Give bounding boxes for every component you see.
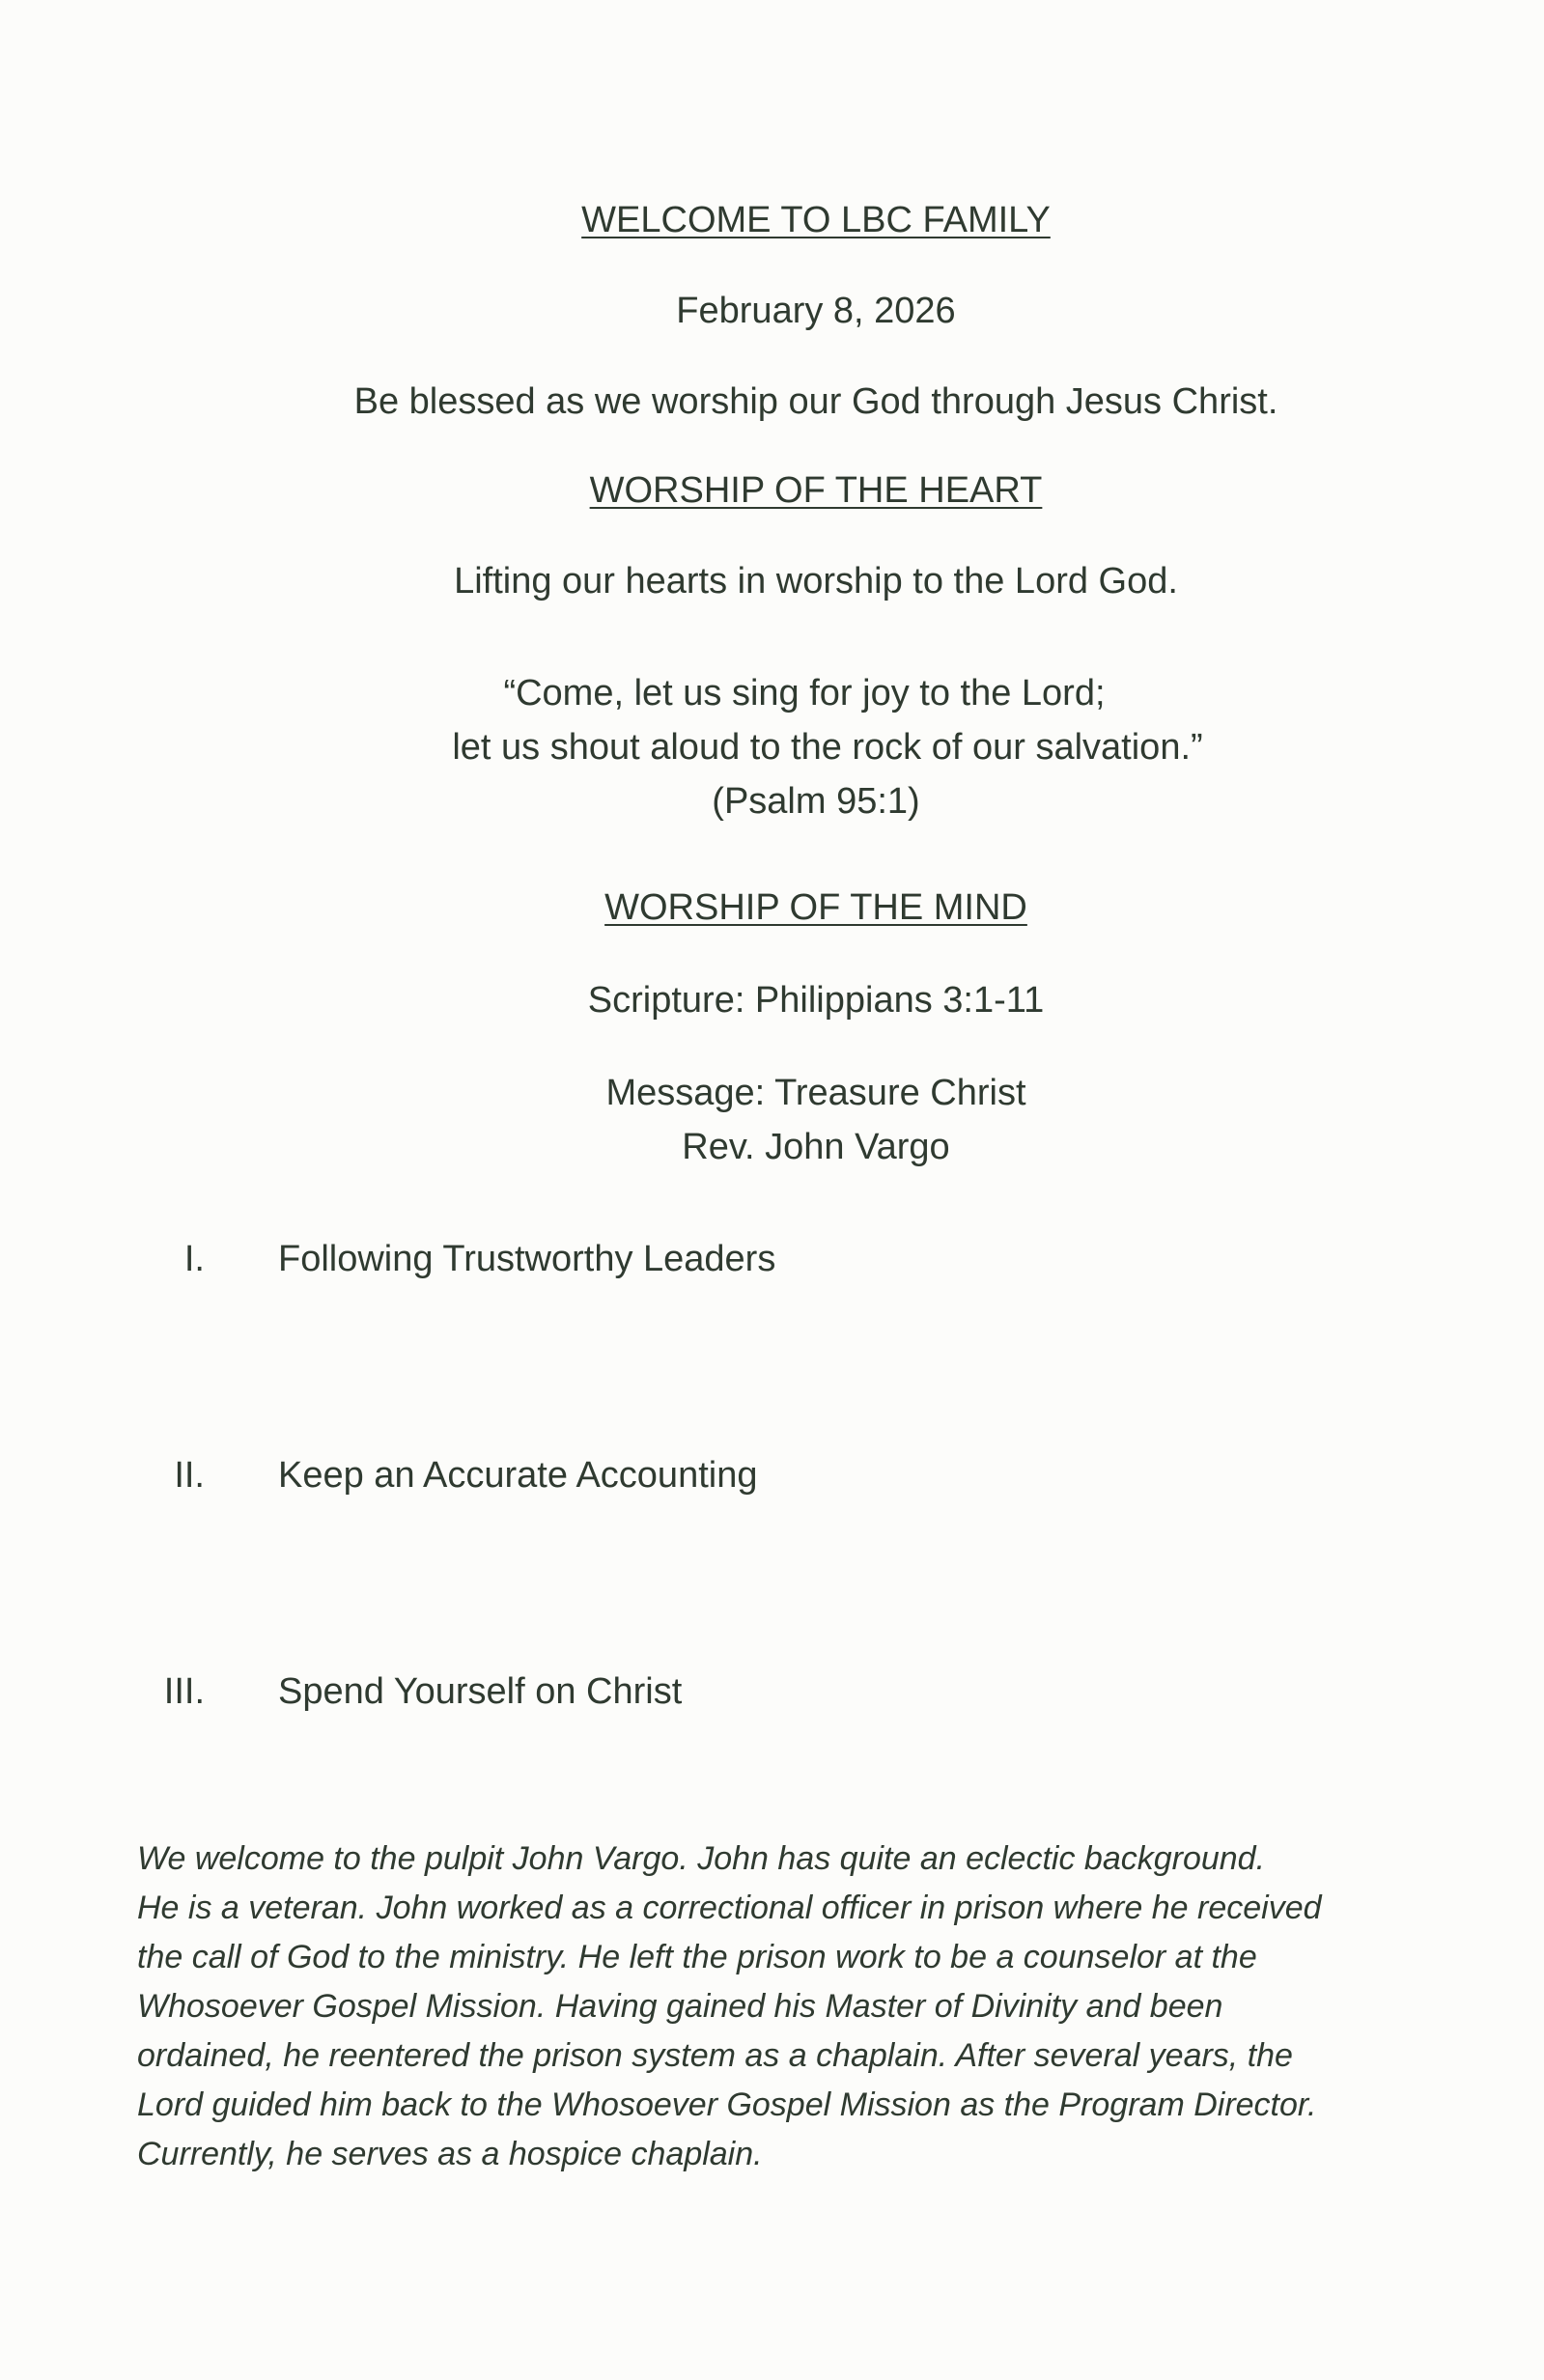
bio-line: He is a veteran. John worked as a correctional officer in prison where he received [137,1890,1322,1926]
bio-line: We welcome to the pulpit John Vargo. John has quite an eclectic background. [137,1840,1266,1877]
psalm-reference: (Psalm 95:1) [712,781,920,822]
service-date: February 8, 2026 [676,291,956,331]
worship-heart-title: WORSHIP OF THE HEART [589,470,1043,511]
bio-line: ordained, he reentered the prison system as a chaplain. After several years, the [137,2037,1293,2074]
worship-mind-title: WORSHIP OF THE MIND [604,887,1027,928]
worship-heart-subtitle: Lifting our hearts in worship to the Lord God. [454,561,1178,602]
blessing-text: Be blessed as we worship our God through Jesus Christ. [353,381,1278,422]
outline-point: Following Trustworthy Leaders [278,1239,776,1279]
outline-number: I. [183,1239,205,1279]
bio-line: Currently, he serves as a hospice chaplain. [137,2136,763,2172]
bio-line: Lord guided him back to the Whosoever Gospel Mission as the Program Director. [137,2086,1317,2123]
outline-point: Spend Yourself on Christ [278,1671,683,1712]
speaker-name: Rev. John Vargo [682,1127,950,1167]
psalm-quote-line2: let us shout aloud to the rock of our salvation.” [452,727,1203,768]
outline-number: III. [163,1671,205,1712]
psalm-quote-line1: “Come, let us sing for joy to the Lord; [503,673,1106,714]
bio-line: the call of God to the ministry. He left the prison work to be a counselor at the [137,1939,1257,1975]
outline-point: Keep an Accurate Accounting [278,1455,758,1496]
scripture-reference: Scripture: Philippians 3:1-11 [587,980,1045,1021]
bio-line: Whosoever Gospel Mission. Having gained his Master of Divinity and been [137,1988,1223,2025]
welcome-title: WELCOME TO LBC FAMILY [581,200,1051,240]
speaker-bio [137,1834,1489,2179]
outline-number: II. [174,1455,205,1496]
message-title: Message: Treasure Christ [605,1073,1026,1113]
